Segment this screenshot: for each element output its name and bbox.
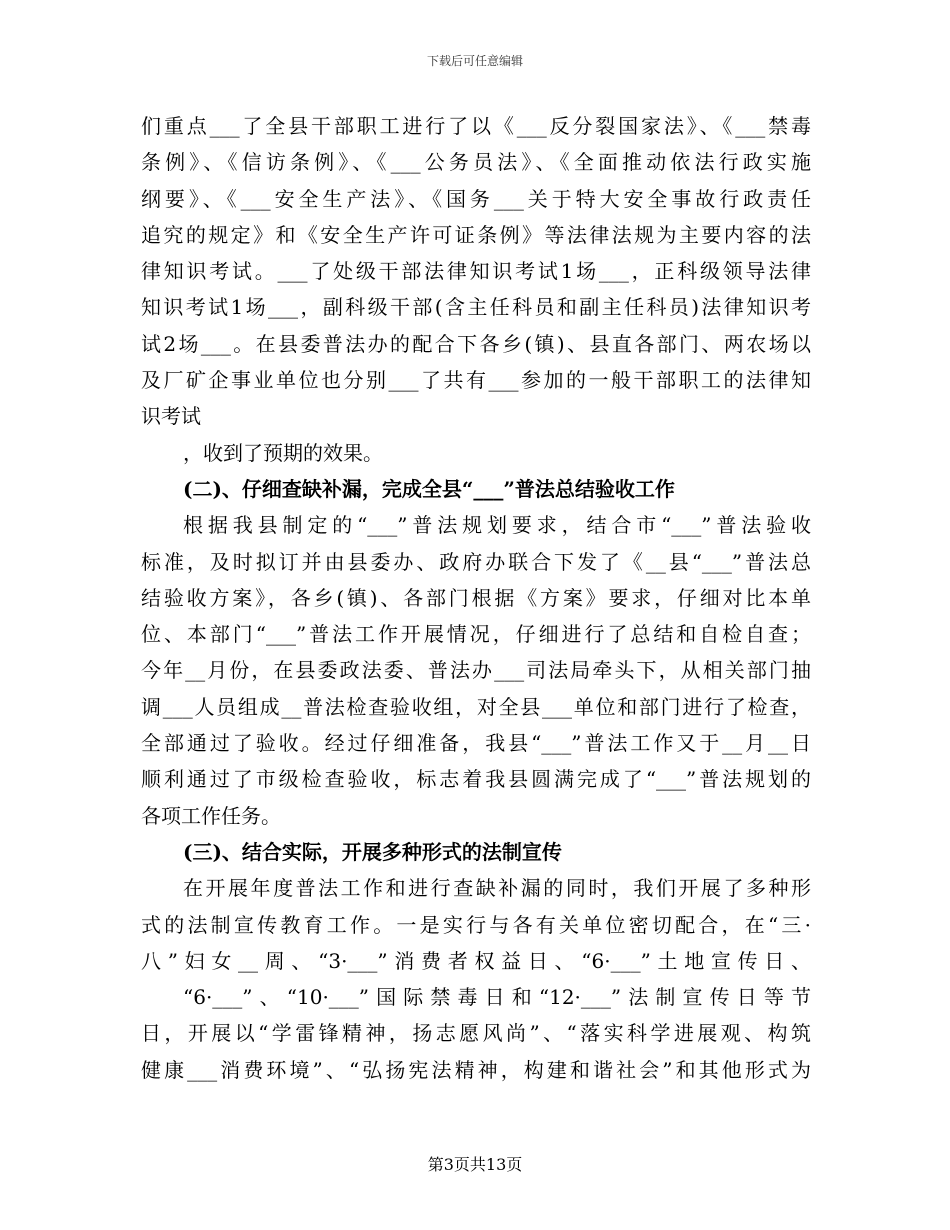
text-line: 知识考试1场___，副科级干部(含主任科员和副主任科员)法律知识考 [141,295,811,320]
page-footer: 第3页共13页 [427,1155,523,1174]
text-line: 试2场___。在县委普法办的配合下各乡(镇)、县直各部门、两农场以 [141,331,811,356]
text-line: 追究的规定》和《安全生产许可证条例》等法律法规为主要内容的法 [141,222,811,247]
text-line: 识考试 [141,404,201,429]
page-header: 下载后可任意编辑 [426,54,523,68]
text-line: 顺利通过了市级检查验收，标志着我县圆满完成了“___”普法规划的 [141,767,811,792]
section-heading: (二)、仔细查缺补漏，完成全县“___”普法总结验收工作 [183,476,675,501]
text-line: 在开展年度普法工作和进行查缺补漏的同时，我们开展了多种形 [183,876,811,901]
text-line: “6·___”、“10·___”国际禁毒日和“12·___”法制宣传日等节 [183,985,811,1010]
text-line: 各项工作任务。 [141,803,281,828]
text-line: 律知识考试。___了处级干部法律知识考试1场___，正科级领导法律 [141,259,811,284]
text-line: 全部通过了验收。经过仔细准备，我县“___”普法工作又于__月__日 [141,731,811,756]
text-line: 位、本部门“___”普法工作开展情况，仔细进行了总结和自检自查； [141,622,811,647]
text-line: 八”妇女__周、“3·___”消费者权益日、“6·___”土地宣传日、 [141,948,811,973]
text-line: 纲要》、《___安全生产法》、《国务___关于特大安全事故行政责任 [141,186,811,211]
text-line: 日，开展以“学雷锋精神，扬志愿风尚”、“落实科学进展观、构筑 [141,1021,811,1046]
text-line: ，收到了预期的效果。 [183,440,383,465]
text-lines [141,108,811,1088]
text-line: 健康___消费环境”、“弘扬宪法精神，构建和谐社会”和其他形式为 [141,1057,811,1082]
text-line: 及厂矿企事业单位也分别___了共有___参加的一般干部职工的法律知 [141,368,811,393]
text-line: 条例》、《信访条例》、《___公务员法》、《全面推动依法行政实施 [141,150,811,175]
text-line: 式的法制宣传教育工作。一是实行与各有关单位密切配合，在“三· [141,912,811,937]
text-line: 根据我县制定的“___”普法规划要求，结合市“___”普法验收 [183,513,811,538]
text-line: 结验收方案》，各乡(镇)、各部门根据《方案》要求，仔细对比本单 [141,585,811,610]
document-body [141,108,811,1088]
text-line: 标准，及时拟订并由县委办、政府办联合下发了《__县“___”普法总 [141,549,811,574]
text-line: 调___人员组成__普法检查验收组，对全县___单位和部门进行了检查， [141,694,811,719]
text-line: 们重点___了全县干部职工进行了以《___反分裂国家法》、《___禁毒 [141,114,811,138]
section-heading: (三)、结合实际，开展多种形式的法制宣传 [183,839,562,864]
text-line: 今年__月份，在县委政法委、普法办___司法局牵头下，从相关部门抽 [141,658,811,683]
